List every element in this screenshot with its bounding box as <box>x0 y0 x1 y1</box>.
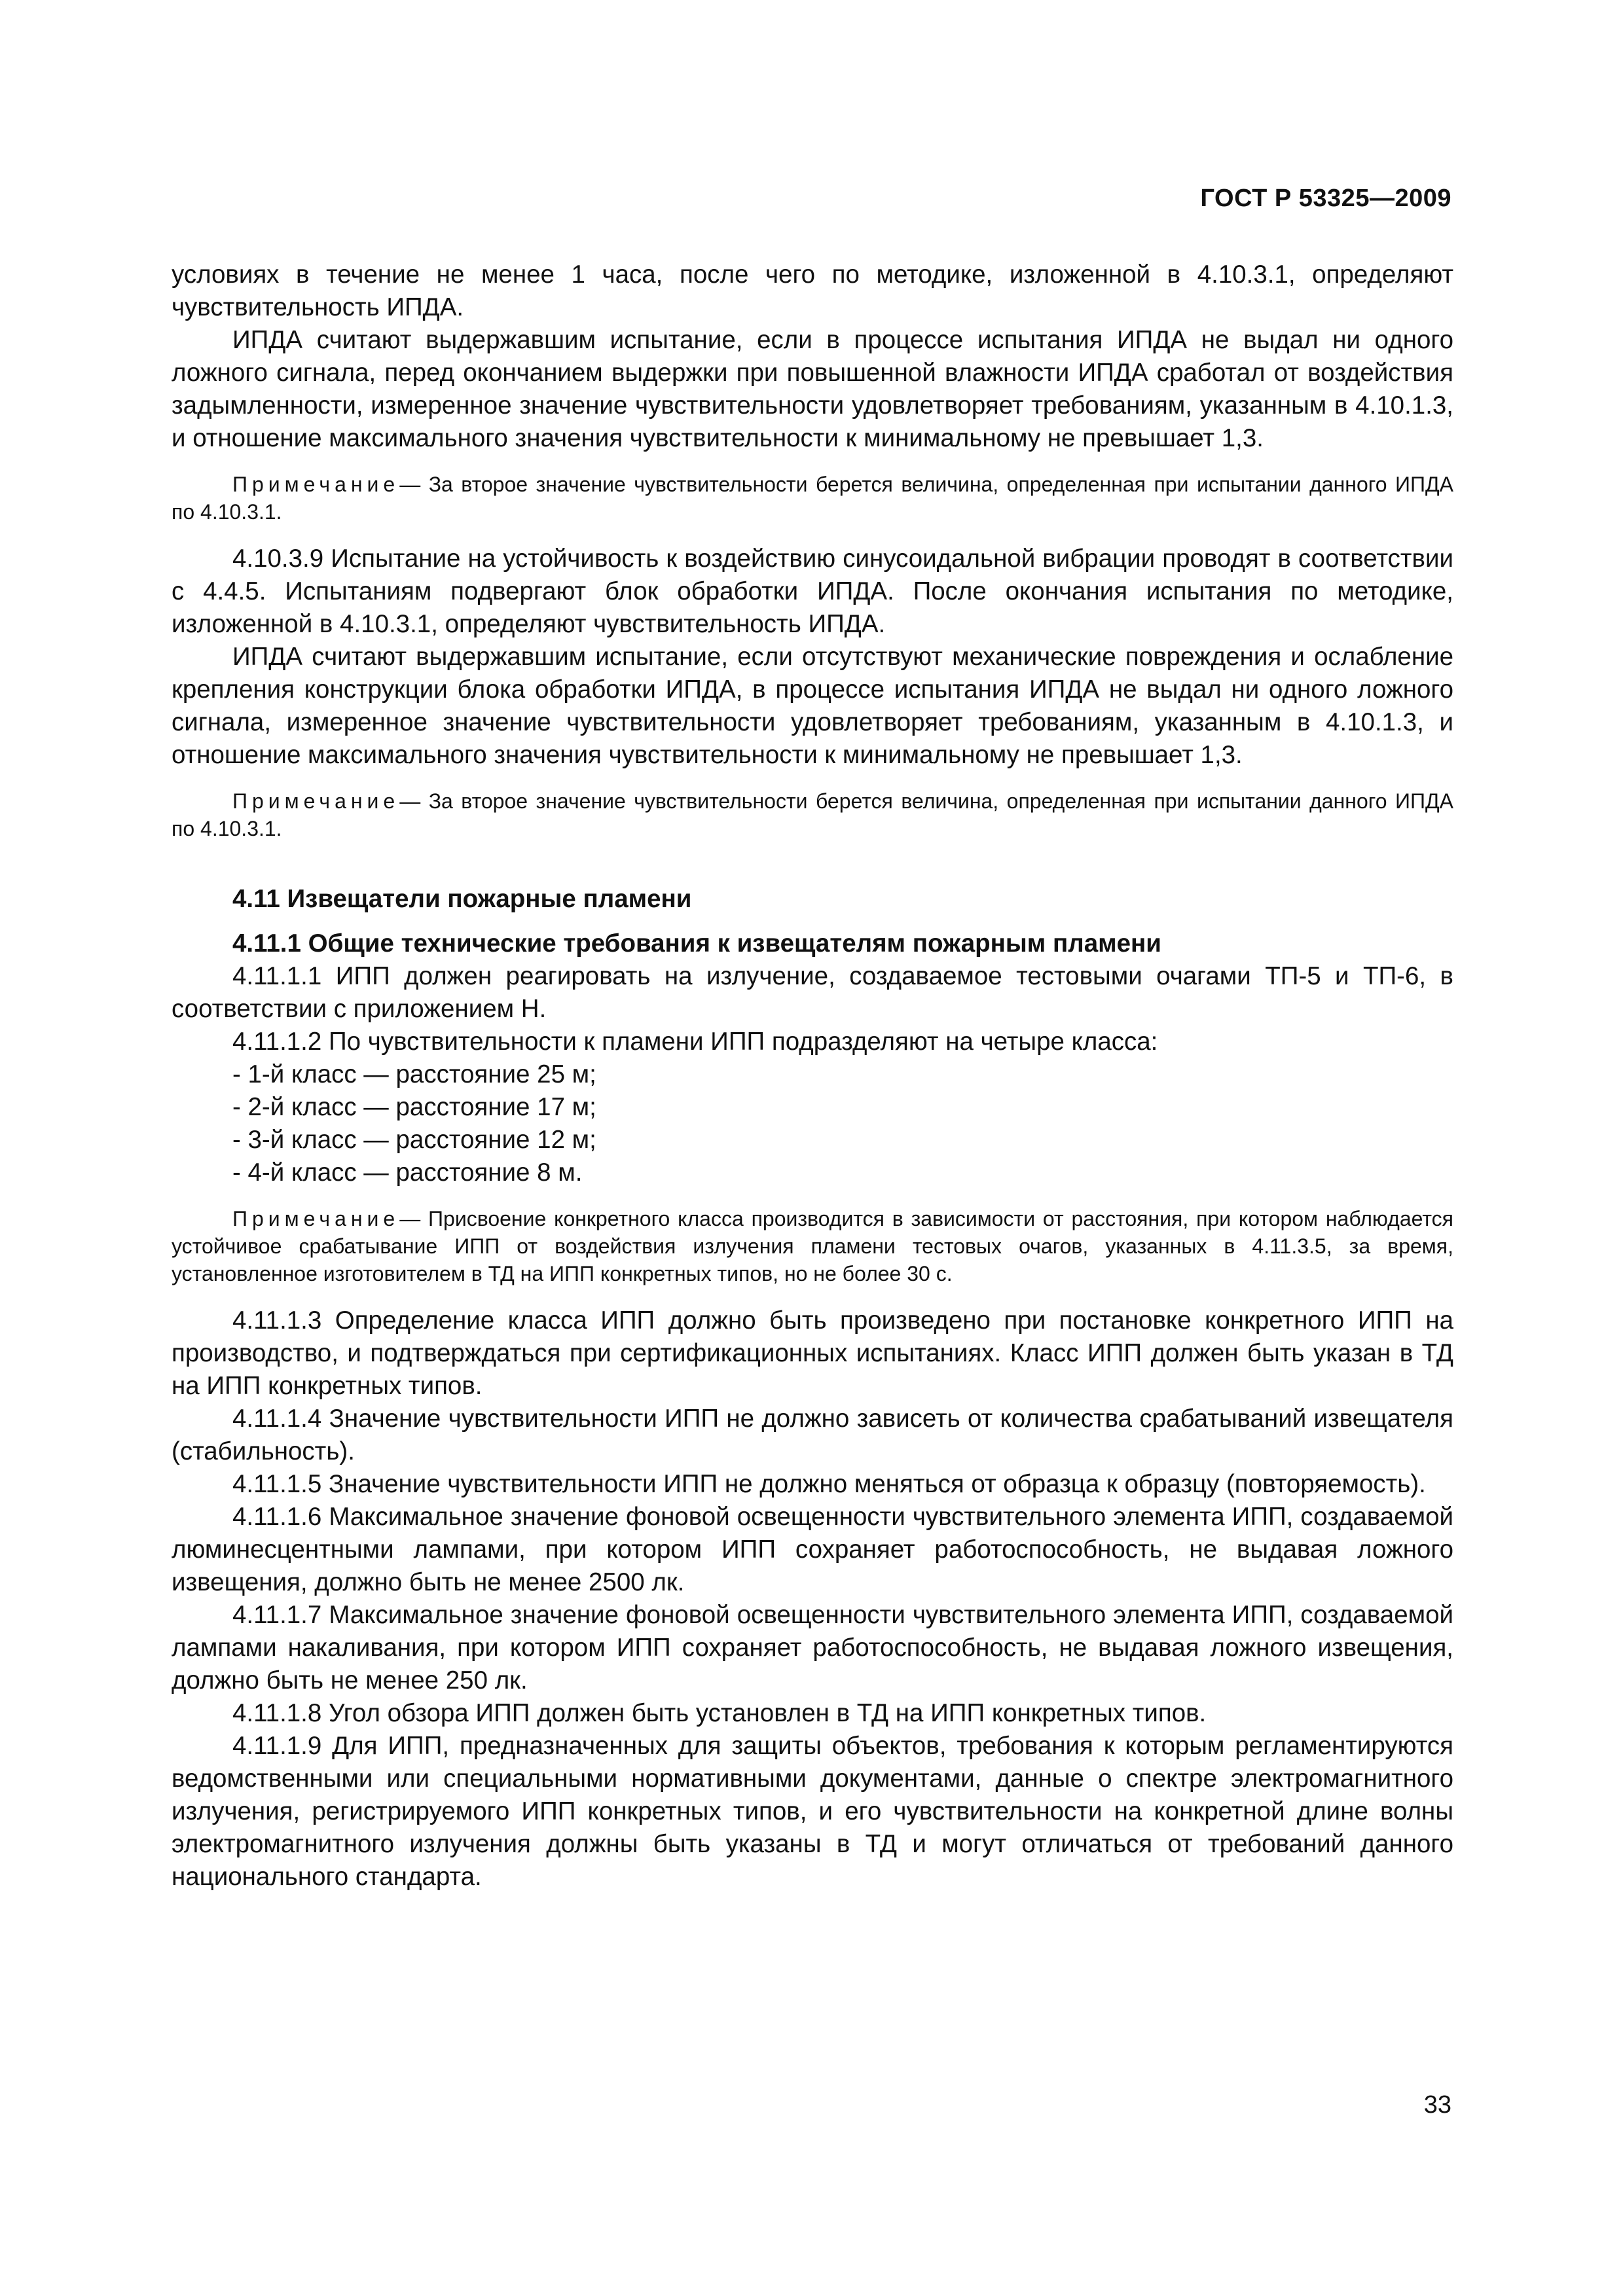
note-text: — За второе значение чувствительности берется величина, определенная при испытании данного ИПДА по 4.10.3.1. <box>172 473 1453 524</box>
note <box>172 471 1453 526</box>
paragraph: 4.11.1.4 Значение чувствительности ИПП не должно зависеть от количества срабатываний извещателя (стабильность). <box>172 1405 1453 1465</box>
list-item: - 1-й класс — расстояние 25 м; <box>232 1060 596 1088</box>
note-text: — За второе значение чувствительности берется величина, определенная при испытании данного ИПДА по 4.10.3.1. <box>172 789 1453 840</box>
paragraph: ИПДА считают выдержавшим испытание, если отсутствуют механические повреждения и ослабление крепления конструкции блока обработки ИПДА, в процессе испытания ИПДА не выдал ни одного ложного сигнала, измеренное значение чувствительности удовлетворяет требованиям, указанным в 4.10.1.3, и отношение максимального значения чувствительности к минимальному не превышает 1,3. <box>172 643 1453 769</box>
paragraph: 4.10.3.9 Испытание на устойчивость к воздействию синусоидальной вибрации проводят в соответствии с 4.4.5. Испытаниям подвергают блок обработки ИПДА. После окончания испытания по методике, изложенной в 4.10.3.1, определяют чувствительность ИПДА. <box>172 545 1453 638</box>
paragraph: условиях в течение не менее 1 часа, после чего по методике, изложенной в 4.10.3.1, определяют чувствительность ИПДА. <box>172 260 1453 321</box>
note <box>172 787 1453 842</box>
note-label: Примечание <box>232 1207 400 1230</box>
paragraph: 4.11.1.8 Угол обзора ИПП должен быть установлен в ТД на ИПП конкретных типов. <box>232 1699 1207 1727</box>
note <box>172 1205 1453 1287</box>
paragraph: ИПДА считают выдержавшим испытание, если в процессе испытания ИПДА не выдал ни одного ложного сигнала, перед окончанием выдержки при повышенной влажности ИПДА сработал от воздействия задымленности, измеренное значение чувствительности удовлетворяет требованиям, указанным в 4.10.1.3, и отношение максимального значения чувствительности к минимальному не превышает 1,3. <box>172 326 1453 452</box>
section-heading: 4.11 Извещатели пожарные пламени <box>232 885 692 913</box>
subsection-heading: 4.11.1 Общие технические требования к извещателям пожарным пламени <box>232 929 1161 958</box>
document-body <box>172 259 1453 1893</box>
list-item: - 3-й класс — расстояние 12 м; <box>232 1126 596 1154</box>
paragraph: 4.11.1.2 По чувствительности к пламени ИПП подразделяют на четыре класса: <box>232 1028 1158 1056</box>
paragraph: 4.11.1.3 Определение класса ИПП должно быть произведено при постановке конкретного ИПП на производство, и подтверждаться при сертификационных испытаниях. Класс ИПП должен быть указан в ТД на ИПП конкретных типов. <box>172 1306 1453 1400</box>
note-label: Примечание <box>232 789 400 813</box>
note-label: Примечание <box>232 473 400 496</box>
document-header: ГОСТ Р 53325—2009 <box>1200 185 1451 212</box>
page-number: 33 <box>1423 2091 1451 2119</box>
paragraph: 4.11.1.9 Для ИПП, предназначенных для защиты объектов, требования к которым регламентируются ведомственными или специальными нормативными документами, данные о спектре электромагнитного излучения, регистрируемого ИПП конкретных типов, и его чувствительности на конкретной длине волны электромагнитного излучения должны быть указаны в ТД и могут отличаться от требований данного национального стандарта. <box>172 1732 1453 1891</box>
paragraph: 4.11.1.7 Максимальное значение фоновой освещенности чувствительного элемента ИПП, создаваемой лампами накаливания, при котором ИПП сохраняет работоспособность, не выдавая ложного извещения, должно быть не менее 250 лк. <box>172 1601 1453 1695</box>
list-item: - 2-й класс — расстояние 17 м; <box>232 1093 596 1121</box>
note-text: — Присвоение конкретного класса производится в зависимости от расстояния, при котором наблюдается устойчивое срабатывание ИПП от воздействия излучения пламени тестовых очагов, указанных в 4.11.3.5, за время, установленное изготовителем в ТД на ИПП конкретных типов, но не более 30 с. <box>172 1207 1453 1285</box>
paragraph: 4.11.1.6 Максимальное значение фоновой освещенности чувствительного элемента ИПП, создаваемой люминесцентными лампами, при котором ИПП сохраняет работоспособность, не выдавая ложного извещения, должно быть не менее 2500 лк. <box>172 1503 1453 1596</box>
list-item: - 4-й класс — расстояние 8 м. <box>232 1158 583 1187</box>
paragraph: 4.11.1.5 Значение чувствительности ИПП не должно меняться от образца к образцу (повторяемость). <box>232 1470 1426 1498</box>
paragraph: 4.11.1.1 ИПП должен реагировать на излучение, создаваемое тестовыми очагами ТП-5 и ТП-6, в соответствии с приложением Н. <box>172 962 1453 1023</box>
